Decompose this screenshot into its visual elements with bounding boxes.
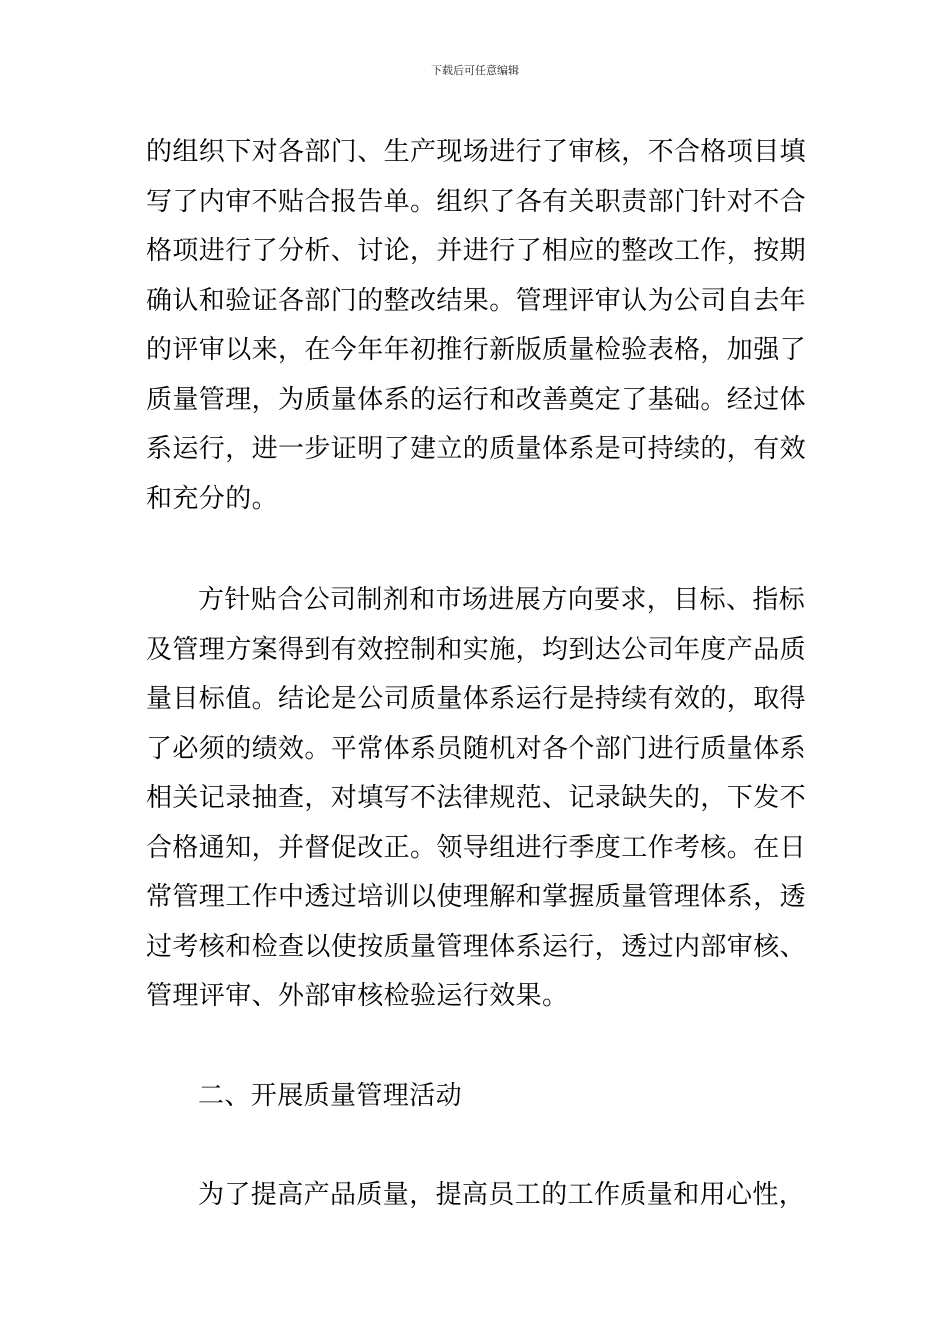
paragraph-2: 方针贴合公司制剂和市场进展方向要求，目标、指标及管理方案得到有效控制和实施，均到达公司年度产品质量目标值。结论是公司质量体系运行是持续有效的，取得了必须的绩效。平常体系员随机对各个部门进行质量体系相关记录抽查，对填写不法律规范、记录缺失的，下发不合格通知，并督促改正。领导组进行季度工作考核。在日常管理工作中透过培训以使理解和掌握质量管理体系，透过考核和检查以使按质量管理体系运行，透过内部审核、管理评审、外部审核检验运行效果。: [146, 585, 807, 1011]
section-heading: 二、开展质量管理活动: [198, 1081, 463, 1111]
paragraph-3: 为了提高产品质量，提高员工的工作质量和用心性，: [198, 1180, 806, 1210]
paragraph-1: 的组织下对各部门、生产现场进行了审核，不合格项目填写了内审不贴合报告单。组织了各有关职责部门针对不合格项进行了分析、讨论，并进行了相应的整改工作，按期确认和验证各部门的整改结果。管理评审认为公司自去年的评审以来，在今年年初推行新版质量检验表格，加强了质量管理，为质量体系的运行和改善奠定了基础。经过体系运行，进一步证明了建立的质量体系是可持续的，有效和充分的。: [146, 137, 807, 514]
page-header: 下载后可任意编辑: [431, 64, 519, 77]
